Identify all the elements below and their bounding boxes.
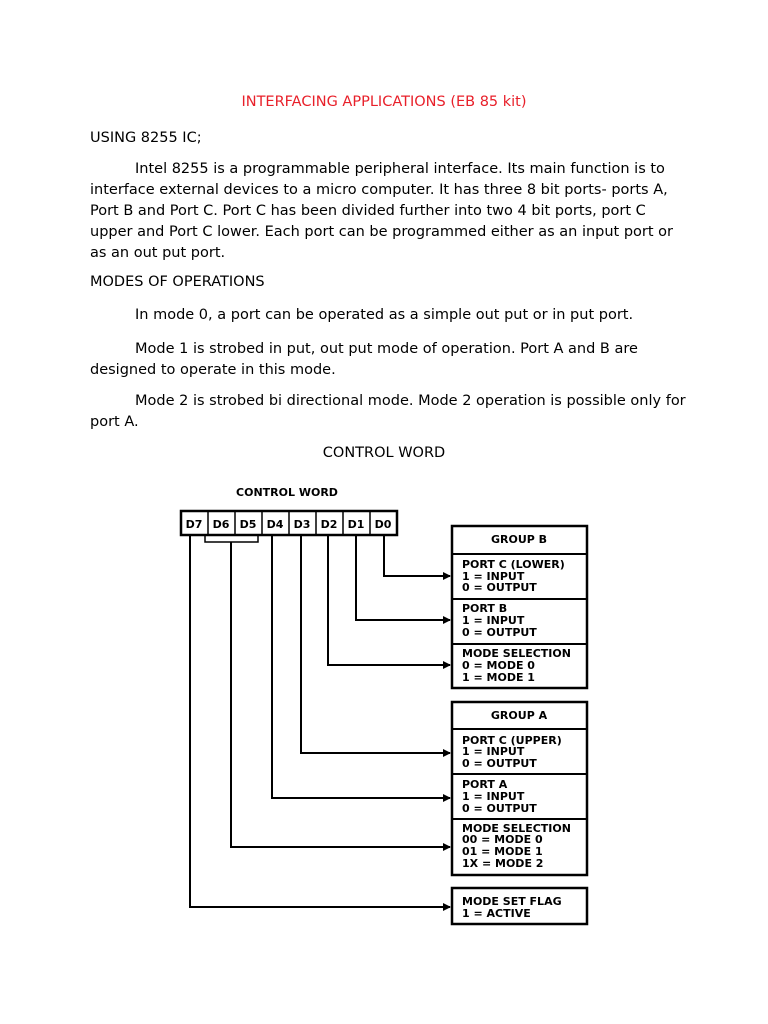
mode-set-flag-active: 1 = ACTIVE	[462, 907, 531, 920]
group-b-port-c-lower-title: PORT C (LOWER)	[462, 558, 565, 571]
connector-d3	[301, 535, 450, 753]
paragraph-intro: Intel 8255 is a programmable peripheral interface. Its main function is to interface external devices to a micro computer. It has three 8 bit ports- ports A, Port B and Port C. Port C has been divided further into two 4 bit ports, port C upper and Port C lower. Each port can be programmed either as an input port or as an out put port.	[90, 161, 674, 261]
mode-set-flag-title: MODE SET FLAG	[462, 895, 562, 908]
group-b-mode-title: MODE SELECTION	[462, 647, 571, 660]
group-b	[452, 526, 587, 688]
group-b-port-c-lower-input: 1 = INPUT	[462, 570, 525, 583]
document-title: INTERFACING APPLICATIONS (EB 85 kit)	[241, 94, 527, 110]
control-word-diagram	[0, 470, 768, 940]
group-b-mode-1: 1 = MODE 1	[462, 671, 535, 684]
group-a	[452, 702, 587, 875]
paragraph-mode-1: Mode 1 is strobed in put, out put mode of operation. Port A and B are designed to operate in this mode.	[90, 341, 638, 378]
mode-set-flag-box	[452, 888, 587, 924]
group-b-port-b-input: 1 = INPUT	[462, 614, 525, 627]
bit-d6: D6	[212, 518, 230, 531]
bit-d2: D2	[320, 518, 338, 531]
group-b-port-b-title: PORT B	[462, 602, 508, 615]
heading-modes: MODES OF OPERATIONS	[90, 274, 265, 290]
group-a-mode-1: 01 = MODE 1	[462, 845, 543, 858]
connector-d0	[384, 535, 450, 576]
bit-d3: D3	[293, 518, 311, 531]
group-b-port-c-lower-output: 0 = OUTPUT	[462, 581, 537, 594]
connector-lines	[190, 535, 450, 907]
connector-d1	[356, 535, 450, 620]
group-a-port-a-output: 0 = OUTPUT	[462, 802, 537, 815]
connector-d2	[328, 535, 450, 665]
paragraph-mode-2: Mode 2 is strobed bi directional mode. Mode 2 operation is possible only for port A.	[90, 393, 686, 430]
connector-d6-d5	[231, 542, 450, 847]
group-b-header: GROUP B	[490, 533, 548, 546]
bit-d5: D5	[239, 518, 257, 531]
heading-using-8255: USING 8255 IC;	[90, 130, 202, 146]
group-b-port-b-output: 0 = OUTPUT	[462, 626, 537, 639]
group-a-port-a-title: PORT A	[462, 778, 508, 791]
group-a-mode-0: 00 = MODE 0	[462, 833, 543, 846]
connector-d4	[272, 535, 450, 798]
group-a-mode-2: 1X = MODE 2	[462, 857, 544, 870]
bit-d7: D7	[185, 518, 203, 531]
control-word-register	[181, 511, 397, 542]
group-a-port-a-input: 1 = INPUT	[462, 790, 525, 803]
group-a-header: GROUP A	[490, 709, 548, 722]
connector-d7	[190, 535, 450, 907]
paragraph-mode-0: In mode 0, a port can be operated as a simple out put or in put port.	[135, 307, 634, 323]
figure-caption: CONTROL WORD	[322, 445, 446, 461]
diagram-title: CONTROL WORD	[236, 486, 338, 499]
group-a-port-c-upper-title: PORT C (UPPER)	[462, 734, 562, 747]
group-a-port-c-upper-input: 1 = INPUT	[462, 745, 525, 758]
bit-d4: D4	[266, 518, 284, 531]
group-b-mode-0: 0 = MODE 0	[462, 659, 535, 672]
group-a-port-c-upper-output: 0 = OUTPUT	[462, 757, 537, 770]
bit-d0: D0	[374, 518, 392, 531]
group-a-mode-title: MODE SELECTION	[462, 822, 571, 835]
bit-d1: D1	[347, 518, 365, 531]
